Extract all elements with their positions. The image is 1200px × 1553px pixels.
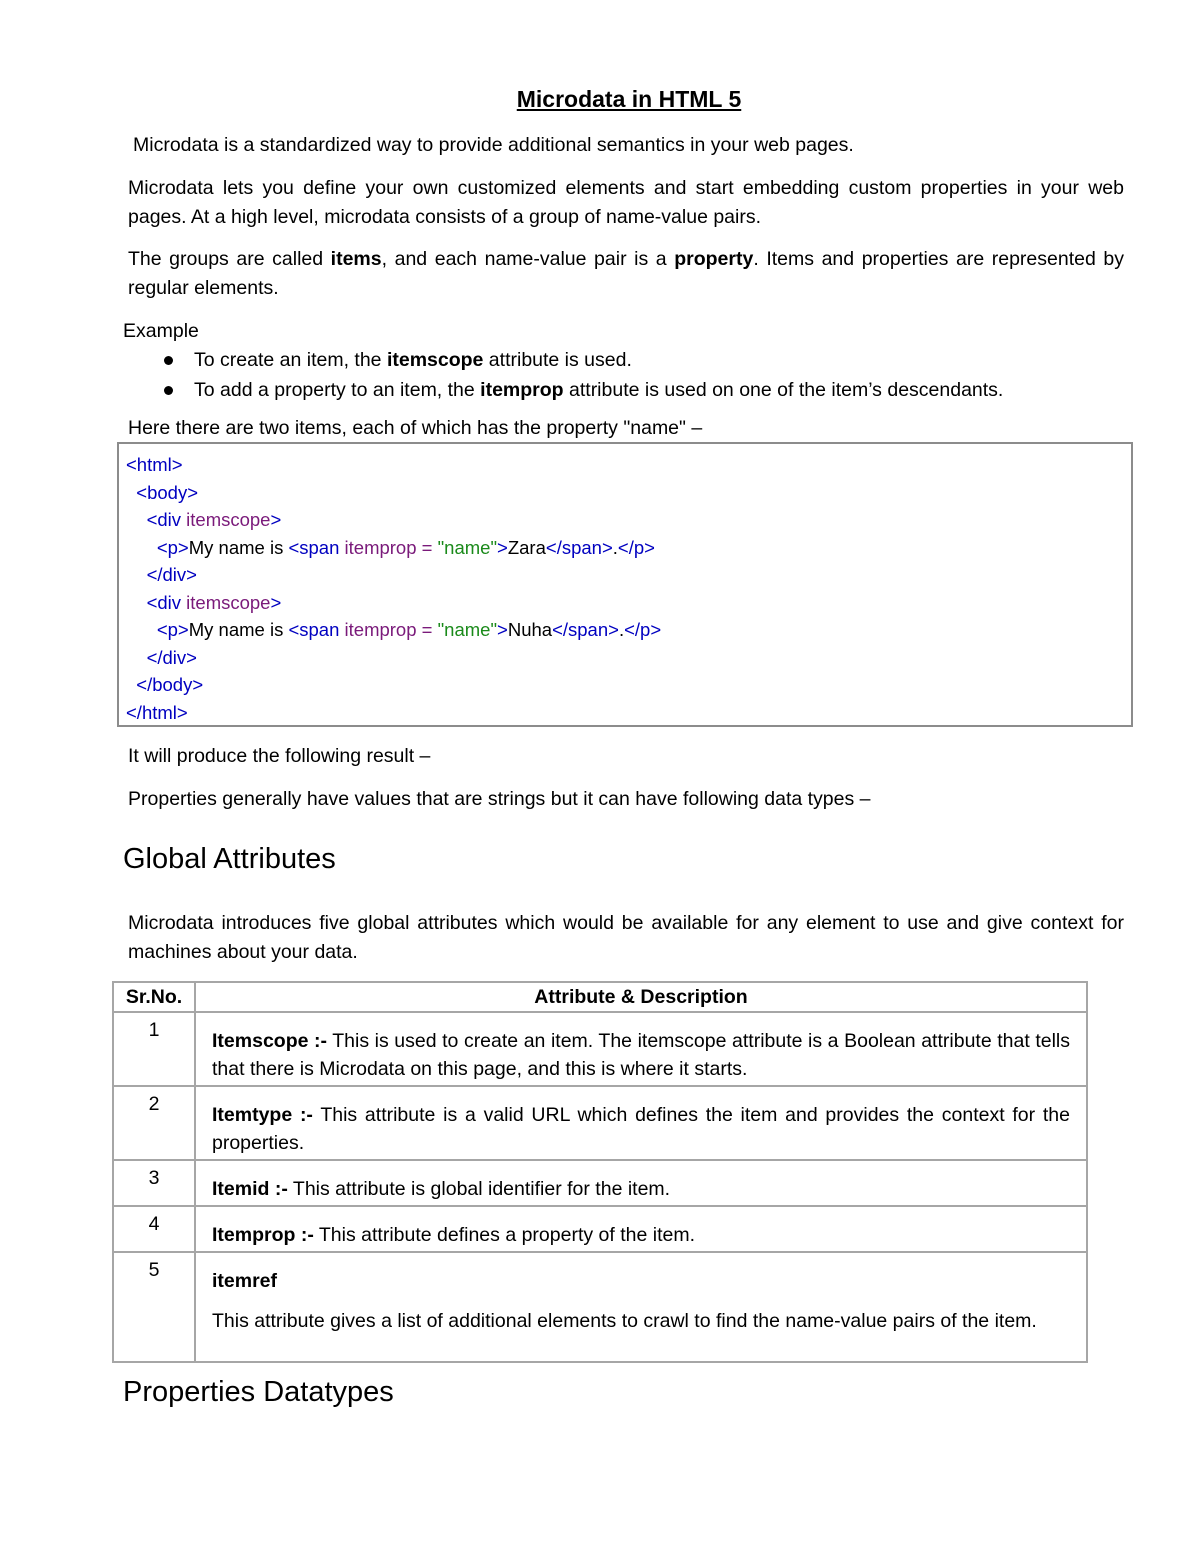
table-header-row xyxy=(113,982,1087,1012)
itemscope-term: itemscope xyxy=(386,349,484,371)
attribute-name: itemref xyxy=(212,1270,278,1292)
property-term: property xyxy=(674,248,754,270)
items-paragraph xyxy=(128,245,1124,303)
row-description: itemref This attribute gives a list of additional elements to crawl to find the name-value pairs of the item. xyxy=(195,1252,1087,1362)
intro-paragraph: Microdata is a standardized way to provide additional semantics in your web pages. xyxy=(133,134,854,156)
row-description: Itemtype :- This attribute is a valid URL which defines the item and provides the context for the properties. xyxy=(195,1086,1087,1160)
global-attributes-heading: Global Attributes xyxy=(123,843,336,875)
bullet-icon xyxy=(164,386,173,395)
items-paragraph-text: . Items and properties are represented by regular elements. xyxy=(128,248,1124,299)
table-row xyxy=(113,1160,1087,1206)
code-example-box xyxy=(117,442,1133,727)
properties-line: Properties generally have values that are strings but it can have following data types – xyxy=(128,788,871,810)
row-number: 3 xyxy=(113,1160,195,1206)
items-paragraph-text: , and each name-value pair is a xyxy=(381,248,675,270)
attributes-table xyxy=(112,981,1088,1363)
row-description: Itemprop :- This attribute defines a property of the item. xyxy=(195,1206,1087,1252)
code-intro: Here there are two items, each of which has the property "name" – xyxy=(128,417,703,439)
attribute-name: Itemprop :- xyxy=(212,1224,314,1246)
row-number: 4 xyxy=(113,1206,195,1252)
global-intro: Microdata introduces five global attributes which would be available for any element to use and give context for machines about your data. xyxy=(128,912,1124,963)
microdata-paragraph: Microdata lets you define your own customized elements and start embedding custom properties in your web pages. At a high level, microdata consists of a group of name-value pairs. xyxy=(128,177,1124,228)
example-list xyxy=(124,345,1124,405)
row-description: Itemscope :- This is used to create an item. The itemscope attribute is a Boolean attribute that tells that there is Microdata on this page, and this is where it starts. xyxy=(195,1012,1087,1086)
itemprop-term: itemprop xyxy=(480,379,564,401)
table-row xyxy=(113,1086,1087,1160)
row-number: 2 xyxy=(113,1086,195,1160)
attribute-name: Itemid :- xyxy=(212,1178,288,1200)
attribute-name: Itemscope :- xyxy=(212,1030,328,1052)
code-block: <html> <body> <div itemscope> <p>My name is <span itemprop = "name">Zara</span>.</p> </div> <div itemscope> <p>My name is <span itemprop = "name">Nuha</span>.</p> </div> </body> </html> xyxy=(126,454,662,723)
table-row xyxy=(113,1252,1087,1362)
row-description: Itemid :- This attribute is global identifier for the item. xyxy=(195,1160,1087,1206)
items-paragraph-text: The groups are called xyxy=(128,248,331,270)
items-term: items xyxy=(330,248,382,270)
page-title: Microdata in HTML 5 xyxy=(516,86,742,112)
row-number: 1 xyxy=(113,1012,195,1086)
list-item: To create an item, the itemscope attribute is used. xyxy=(124,345,1124,375)
column-header: Sr.No. xyxy=(113,982,195,1012)
table-row xyxy=(113,1206,1087,1252)
example-label: Example xyxy=(123,320,199,342)
table-row xyxy=(113,1012,1087,1086)
properties-datatypes-heading: Properties Datatypes xyxy=(123,1376,394,1408)
row-number: 5 xyxy=(113,1252,195,1362)
list-item: To add a property to an item, the itemprop attribute is used on one of the item’s descendants. xyxy=(124,375,1124,405)
result-line: It will produce the following result – xyxy=(128,745,431,767)
column-header: Attribute & Description xyxy=(195,982,1087,1012)
attribute-name: Itemtype :- xyxy=(212,1104,313,1126)
bullet-icon xyxy=(164,356,173,365)
